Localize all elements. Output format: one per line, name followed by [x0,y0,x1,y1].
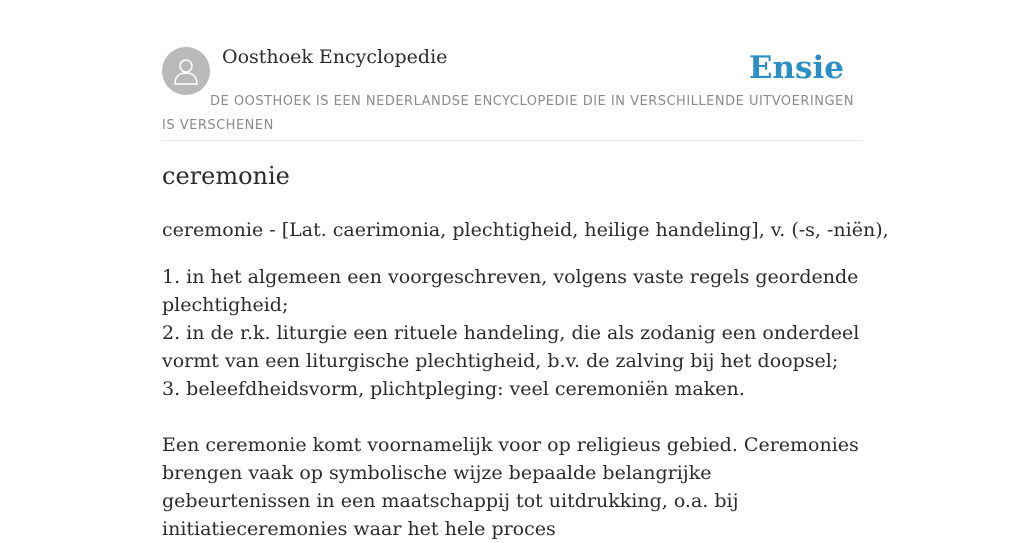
source-name[interactable]: Oosthoek Encyclopedie [222,46,448,68]
user-avatar-icon [171,56,201,86]
sense-item: 2. in de r.k. liturgie een rituele handeling, die als zodanig een onderdeel vormt van een liturgische plechtigheid, b.v. de zalving bij het doopsel; [162,322,860,372]
source-tagline: DE OOSTHOEK IS EEN NEDERLANDSE ENCYCLOPEDIE DIE IN VERSCHILLENDE UITVOERINGEN IS VERSCHENEN [162,94,854,133]
senses-list [162,263,862,403]
page-container [162,0,889,540]
page-title: ceremonie [162,162,290,190]
sense-item: 3. beleefdheidsvorm, plichtpleging: veel ceremoniën maken. [162,378,745,400]
article-body: Een ceremonie komt voornamelijk voor op religieus gebied. Ceremonies brengen vaak op symbolische wijze bepaalde belangrijke gebeurtenissen in een maatschappij tot uitdrukking, o.a. bij initiatieceremonies waar het hele proces [162,434,859,540]
source-header [162,0,862,141]
source-avatar[interactable] [162,47,210,95]
brand-logo[interactable]: Ensie [748,50,844,86]
sense-item: 1. in het algemeen een voorgeschreven, volgens vaste regels geordende plechtigheid; [162,266,859,316]
definition-line: ceremonie - [Lat. caerimonia, plechtigheid, heilige handeling], v. (-s, -niën), [162,219,889,241]
